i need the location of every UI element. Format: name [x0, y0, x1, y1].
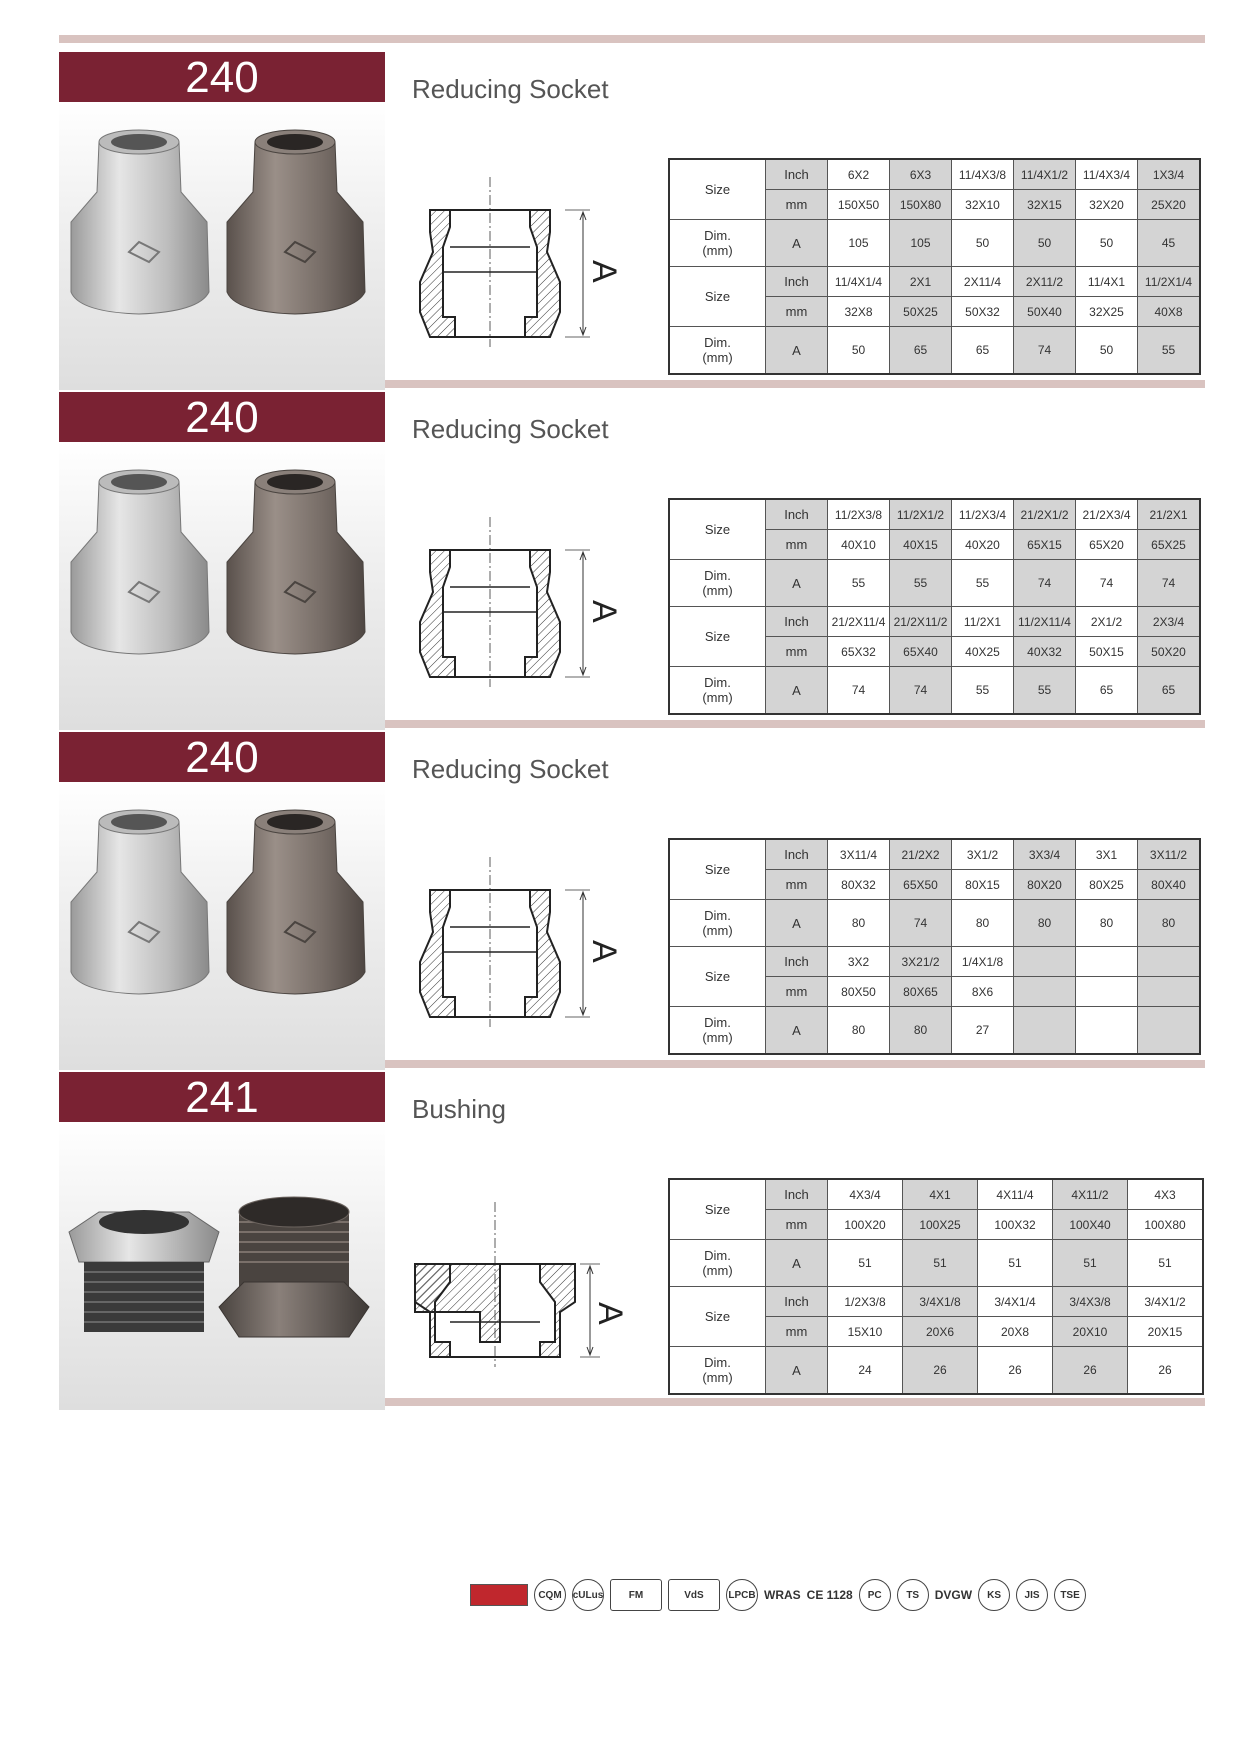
mm-cell: 40X20	[952, 530, 1014, 560]
mm-cell: 50X25	[890, 297, 952, 327]
dim-a-cell: 50	[952, 220, 1014, 267]
section-divider	[59, 35, 1205, 43]
technical-drawing	[415, 1192, 629, 1372]
certification-logo: LPCB	[726, 1579, 758, 1611]
size-label: Size	[669, 947, 766, 1007]
inch-cell: 3X1	[1076, 839, 1138, 870]
dim-unit-text: (mm)	[702, 690, 733, 705]
a-label: A	[766, 220, 828, 267]
size-label: Size	[669, 159, 766, 220]
mm-cell: 32X20	[1076, 190, 1138, 220]
mm-cell: 20X6	[903, 1317, 978, 1347]
dim-unit-text: (mm)	[702, 1370, 733, 1385]
inch-cell: 3X3/4	[1014, 839, 1076, 870]
mm-cell: 80X65	[890, 977, 952, 1007]
technical-drawing	[415, 172, 625, 352]
certification-logo: PC	[859, 1579, 891, 1611]
dim-unit-text: (mm)	[702, 243, 733, 258]
inch-cell: 6X2	[828, 159, 890, 190]
product-photo	[59, 442, 385, 730]
dim-a-cell: 105	[890, 220, 952, 267]
inch-cell: 2X11/4	[952, 267, 1014, 297]
dim-text: Dim.	[704, 228, 731, 243]
dim-a-cell: 51	[978, 1240, 1053, 1287]
dim-a-cell: 55	[828, 560, 890, 607]
a-label: A	[766, 1347, 828, 1395]
inch-cell: 11/4X1/4	[828, 267, 890, 297]
mm-cell: 150X80	[890, 190, 952, 220]
dimension-label: A	[585, 260, 623, 283]
inch-cell: 11/2X1/2	[890, 499, 952, 530]
dim-a-cell: 65	[890, 327, 952, 375]
dim-a-cell: 80	[828, 1007, 890, 1055]
a-label: A	[766, 667, 828, 715]
product-section	[0, 392, 1259, 752]
dim-a-cell: 80	[1014, 900, 1076, 947]
inch-cell: 6X3	[890, 159, 952, 190]
dim-a-cell	[1076, 1007, 1138, 1055]
product-photo	[59, 102, 385, 390]
inch-cell: 2X1/2	[1076, 607, 1138, 637]
inch-cell: 1/2X3/8	[828, 1287, 903, 1317]
inch-cell: 21/2X1	[1138, 499, 1201, 530]
dim-a-cell: 65	[1138, 667, 1201, 715]
dim-a-cell: 51	[903, 1240, 978, 1287]
dim-a-cell: 55	[952, 667, 1014, 715]
inch-cell: 3/4X1/8	[903, 1287, 978, 1317]
dim-label	[669, 1007, 766, 1055]
size-label: Size	[669, 1179, 766, 1240]
mm-cell: 65X50	[890, 870, 952, 900]
dim-label	[669, 900, 766, 947]
mm-cell: 32X25	[1076, 297, 1138, 327]
size-label: Size	[669, 1287, 766, 1347]
dim-a-cell: 55	[890, 560, 952, 607]
inch-cell: 3X11/2	[1138, 839, 1201, 870]
dim-unit-text: (mm)	[702, 1263, 733, 1278]
size-label: Size	[669, 499, 766, 560]
inch-cell: 2X3/4	[1138, 607, 1201, 637]
dim-a-cell: 74	[1138, 560, 1201, 607]
mm-cell: 65X20	[1076, 530, 1138, 560]
dimension-label: A	[585, 600, 623, 623]
cross-section-drawing	[415, 172, 625, 352]
inch-cell: 21/2X1/2	[1014, 499, 1076, 530]
dim-unit-text: (mm)	[702, 583, 733, 598]
mm-cell: 32X8	[828, 297, 890, 327]
technical-drawing	[415, 852, 625, 1032]
dim-a-cell	[1014, 1007, 1076, 1055]
a-label: A	[766, 560, 828, 607]
dim-text: Dim.	[704, 1355, 731, 1370]
cross-section-drawing	[415, 852, 625, 1032]
mm-cell: 80X25	[1076, 870, 1138, 900]
mm-cell: 50X20	[1138, 637, 1201, 667]
dim-unit-text: (mm)	[702, 350, 733, 365]
size-label: Size	[669, 607, 766, 667]
mm-cell	[1014, 977, 1076, 1007]
mm-cell	[1076, 977, 1138, 1007]
mm-cell: 80X15	[952, 870, 1014, 900]
inch-cell: 11/2X3/8	[828, 499, 890, 530]
dim-a-cell: 65	[952, 327, 1014, 375]
dim-unit-text: (mm)	[702, 923, 733, 938]
inch-cell: 11/2X1/4	[1138, 267, 1201, 297]
size-table	[668, 158, 1201, 375]
inch-cell: 4X3/4	[828, 1179, 903, 1210]
dim-a-cell: 26	[1053, 1347, 1128, 1395]
dim-a-cell: 74	[828, 667, 890, 715]
dim-text: Dim.	[704, 908, 731, 923]
mm-cell: 65X15	[1014, 530, 1076, 560]
inch-cell: 11/4X1/2	[1014, 159, 1076, 190]
product-photo-graphic	[59, 102, 385, 390]
mm-cell: 50X40	[1014, 297, 1076, 327]
mm-cell: 25X20	[1138, 190, 1201, 220]
mm-cell: 100X80	[1128, 1210, 1204, 1240]
inch-cell: 11/4X1	[1076, 267, 1138, 297]
inch-label: Inch	[766, 499, 828, 530]
mm-cell: 40X8	[1138, 297, 1201, 327]
mm-cell: 40X15	[890, 530, 952, 560]
dim-a-cell: 74	[890, 667, 952, 715]
dim-unit-text: (mm)	[702, 1030, 733, 1045]
mm-cell: 100X25	[903, 1210, 978, 1240]
dim-a-cell: 51	[1053, 1240, 1128, 1287]
mm-cell: 32X15	[1014, 190, 1076, 220]
dim-a-cell: 26	[903, 1347, 978, 1395]
dim-a-cell: 74	[1076, 560, 1138, 607]
inch-label: Inch	[766, 1179, 828, 1210]
dim-label	[669, 1347, 766, 1395]
size-label: Size	[669, 267, 766, 327]
certification-logo: WRAS	[764, 1588, 801, 1602]
inch-label: Inch	[766, 839, 828, 870]
mm-cell: 15X10	[828, 1317, 903, 1347]
inch-cell	[1014, 947, 1076, 977]
mm-cell	[1138, 977, 1201, 1007]
certification-logo: VdS	[668, 1579, 720, 1611]
mm-cell: 150X50	[828, 190, 890, 220]
mm-cell: 100X40	[1053, 1210, 1128, 1240]
inch-label: Inch	[766, 1287, 828, 1317]
certification-logo: cULus	[572, 1579, 604, 1611]
certification-logo: DVGW	[934, 1588, 973, 1602]
inch-cell: 3/4X1/4	[978, 1287, 1053, 1317]
product-photo-graphic	[59, 442, 385, 730]
inch-cell: 4X11/4	[978, 1179, 1053, 1210]
inch-cell: 1/4X1/8	[952, 947, 1014, 977]
product-title: Reducing Socket	[412, 414, 609, 444]
dim-a-cell: 26	[1128, 1347, 1204, 1395]
certification-logo: TS	[897, 1579, 929, 1611]
certification-logos	[470, 1575, 1210, 1615]
dim-label	[669, 327, 766, 375]
dim-label	[669, 667, 766, 715]
inch-cell: 4X11/2	[1053, 1179, 1128, 1210]
dim-label	[669, 560, 766, 607]
mm-cell: 32X10	[952, 190, 1014, 220]
inch-cell: 2X1	[890, 267, 952, 297]
dim-a-cell: 80	[1138, 900, 1201, 947]
dim-a-cell: 50	[828, 327, 890, 375]
mm-label: mm	[766, 530, 828, 560]
inch-cell: 21/2X11/4	[828, 607, 890, 637]
size-table	[668, 838, 1201, 1055]
mm-label: mm	[766, 977, 828, 1007]
inch-cell: 11/2X11/4	[1014, 607, 1076, 637]
mm-label: mm	[766, 1317, 828, 1347]
mm-cell: 50X15	[1076, 637, 1138, 667]
mm-cell: 40X25	[952, 637, 1014, 667]
dim-a-cell: 55	[1014, 667, 1076, 715]
mm-label: mm	[766, 1210, 828, 1240]
certification-logo: JIS	[1016, 1579, 1048, 1611]
certification-logo: TSE	[1054, 1579, 1086, 1611]
technical-drawing	[415, 512, 625, 692]
dim-a-cell: 80	[952, 900, 1014, 947]
a-label: A	[766, 327, 828, 375]
product-photo-graphic	[59, 782, 385, 1070]
mm-label: mm	[766, 297, 828, 327]
inch-cell: 21/2X3/4	[1076, 499, 1138, 530]
dim-a-cell	[1138, 1007, 1201, 1055]
dim-a-cell: 74	[890, 900, 952, 947]
mm-cell: 20X10	[1053, 1317, 1128, 1347]
inch-cell: 21/2X2	[890, 839, 952, 870]
certification-logo: FM	[610, 1579, 662, 1611]
dim-a-cell: 65	[1076, 667, 1138, 715]
product-title: Reducing Socket	[412, 754, 609, 784]
mm-cell: 65X25	[1138, 530, 1201, 560]
mm-cell: 80X20	[1014, 870, 1076, 900]
mm-cell: 8X6	[952, 977, 1014, 1007]
inch-cell: 21/2X11/2	[890, 607, 952, 637]
dim-a-cell: 74	[1014, 327, 1076, 375]
dim-text: Dim.	[704, 1248, 731, 1263]
brand-logo-icon	[470, 1584, 528, 1606]
dim-a-cell: 24	[828, 1347, 903, 1395]
dimension-label: A	[591, 1302, 629, 1325]
mm-cell: 40X32	[1014, 637, 1076, 667]
a-label: A	[766, 900, 828, 947]
dim-label	[669, 220, 766, 267]
cross-section-drawing	[415, 512, 625, 692]
mm-cell: 65X32	[828, 637, 890, 667]
cross-section-drawing	[415, 1192, 629, 1372]
inch-cell: 3X1/2	[952, 839, 1014, 870]
certification-logo: KS	[978, 1579, 1010, 1611]
product-section	[0, 1072, 1259, 1432]
inch-cell: 3X2	[828, 947, 890, 977]
product-code: 240	[59, 392, 385, 442]
dim-a-cell: 80	[890, 1007, 952, 1055]
mm-cell: 100X32	[978, 1210, 1053, 1240]
dim-a-cell: 80	[828, 900, 890, 947]
dim-text: Dim.	[704, 675, 731, 690]
mm-cell: 80X50	[828, 977, 890, 1007]
inch-cell: 4X3	[1128, 1179, 1204, 1210]
inch-cell: 4X1	[903, 1179, 978, 1210]
certification-logo: CE 1128	[806, 1588, 853, 1602]
inch-cell: 2X11/2	[1014, 267, 1076, 297]
product-photo	[59, 1122, 385, 1410]
certification-logo: CQM	[534, 1579, 566, 1611]
mm-label: mm	[766, 637, 828, 667]
dim-a-cell: 26	[978, 1347, 1053, 1395]
size-label: Size	[669, 839, 766, 900]
inch-cell: 11/2X3/4	[952, 499, 1014, 530]
mm-cell: 20X15	[1128, 1317, 1204, 1347]
product-code: 240	[59, 732, 385, 782]
dim-a-cell: 80	[1076, 900, 1138, 947]
inch-cell: 11/4X3/8	[952, 159, 1014, 190]
product-section	[0, 52, 1259, 412]
inch-cell: 11/2X1	[952, 607, 1014, 637]
dim-a-cell: 50	[1076, 220, 1138, 267]
dim-text: Dim.	[704, 335, 731, 350]
inch-label: Inch	[766, 947, 828, 977]
mm-label: mm	[766, 190, 828, 220]
dim-a-cell: 27	[952, 1007, 1014, 1055]
inch-cell: 3/4X1/2	[1128, 1287, 1204, 1317]
dimension-label: A	[585, 940, 623, 963]
inch-label: Inch	[766, 267, 828, 297]
inch-cell	[1076, 947, 1138, 977]
dim-a-cell: 50	[1014, 220, 1076, 267]
dim-text: Dim.	[704, 568, 731, 583]
mm-cell: 65X40	[890, 637, 952, 667]
inch-cell: 11/4X3/4	[1076, 159, 1138, 190]
inch-cell: 3/4X3/8	[1053, 1287, 1128, 1317]
size-table	[668, 1178, 1204, 1395]
product-title: Bushing	[412, 1094, 506, 1124]
mm-cell: 40X10	[828, 530, 890, 560]
product-photo	[59, 782, 385, 1070]
inch-label: Inch	[766, 607, 828, 637]
a-label: A	[766, 1240, 828, 1287]
inch-cell	[1138, 947, 1201, 977]
dim-a-cell: 55	[952, 560, 1014, 607]
mm-label: mm	[766, 870, 828, 900]
inch-cell: 3X21/2	[890, 947, 952, 977]
dim-a-cell: 50	[1076, 327, 1138, 375]
size-table	[668, 498, 1201, 715]
mm-cell: 80X40	[1138, 870, 1201, 900]
inch-cell: 3X11/4	[828, 839, 890, 870]
product-code: 240	[59, 52, 385, 102]
product-photo-graphic	[59, 1122, 385, 1410]
product-section	[0, 732, 1259, 1092]
product-code: 241	[59, 1072, 385, 1122]
a-label: A	[766, 1007, 828, 1055]
mm-cell: 80X32	[828, 870, 890, 900]
inch-cell: 1X3/4	[1138, 159, 1201, 190]
dim-a-cell: 55	[1138, 327, 1201, 375]
dim-a-cell: 45	[1138, 220, 1201, 267]
dim-text: Dim.	[704, 1015, 731, 1030]
dim-a-cell: 51	[828, 1240, 903, 1287]
dim-a-cell: 105	[828, 220, 890, 267]
product-title: Reducing Socket	[412, 74, 609, 104]
mm-cell: 50X32	[952, 297, 1014, 327]
inch-label: Inch	[766, 159, 828, 190]
dim-a-cell: 51	[1128, 1240, 1204, 1287]
dim-label	[669, 1240, 766, 1287]
mm-cell: 100X20	[828, 1210, 903, 1240]
mm-cell: 20X8	[978, 1317, 1053, 1347]
dim-a-cell: 74	[1014, 560, 1076, 607]
